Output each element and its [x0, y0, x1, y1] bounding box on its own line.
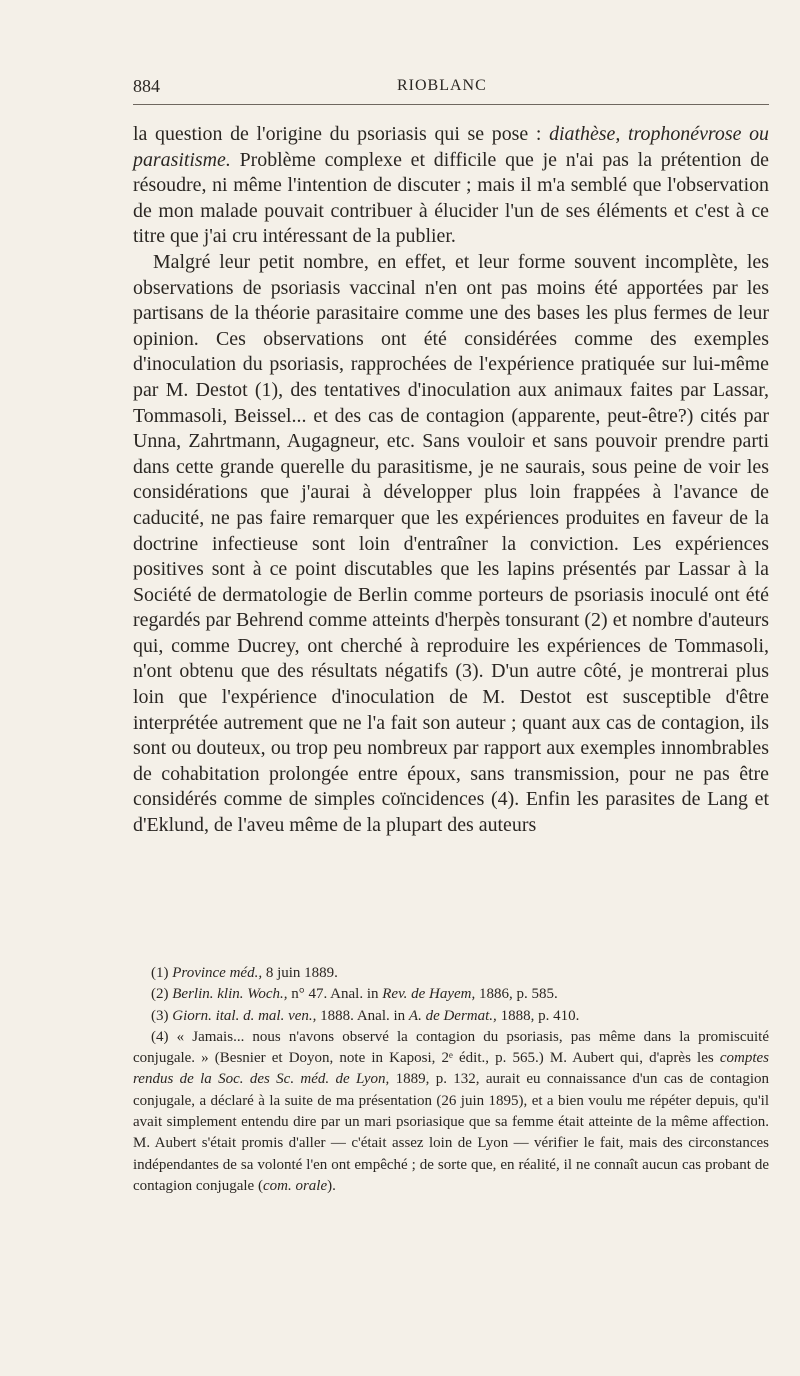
- footnote-4: [133, 1027, 769, 1197]
- footnote-3-source: Giorn. ital. d. mal. ven.,: [172, 1007, 317, 1024]
- page-header: [133, 76, 769, 100]
- footnote-2-review: Rev. de Hayem,: [382, 986, 476, 1003]
- footnotes: [133, 963, 769, 1197]
- footnote-4-source: comptes rendus de la Soc. des Sc. méd. de Lyon,: [133, 1050, 769, 1088]
- paragraph-1-text-b: Problème complexe et difficile que je n'ai pas la prétention de résoudre, ni même l'intention de discuter ; mais il m'a semblé que l'observation de mon malade pouvait contribuer à élucider l'un de ses éléments et c'est à ce titre que j'ai cru intéressant de la publier.: [133, 148, 769, 248]
- running-head: RIOBLANC: [397, 77, 487, 94]
- footnote-3-number: (3): [151, 1007, 173, 1024]
- footnote-2-number: (2): [151, 986, 173, 1003]
- footnote-4-text-c: ).: [327, 1177, 336, 1194]
- footnote-4-text-a: (4) « Jamais... nous n'avons observé la contagion du psoriasis, pas même dans la promiscuité conjugale. » (Besnier et Doyon, note in Kaposi, 2ᵉ édit., p. 565.) M. Aubert qui, d'après les: [133, 1028, 769, 1067]
- footnote-2: [133, 984, 769, 1005]
- footnote-1-date: 8 juin 1889.: [262, 965, 338, 981]
- header-rule: [133, 104, 769, 105]
- main-text: [133, 122, 769, 839]
- paragraph-2: Malgré leur petit nombre, en effet, et leur forme souvent incomplète, les observations de psoriasis vaccinal n'en ont pas moins été apportées par les partisans de la théorie parasitaire comme une des bases les plus fermes de leur opinion. Ces observations ont été considérées comme des exemples d'inoculation du psoriasis, rapprochées de l'expérience pratiquée sur lui-même par M. Destot (1), des tentatives d'inoculation aux animaux faites par Lassar, Tommasoli, Beissel... et des cas de contagion (apparente, peut-être?) cités par Unna, Zahrtmann, Augagneur, etc. Sans vouloir et sans pouvoir prendre parti dans cette grande querelle du parasitisme, je ne saurais, sous peine de voir les considérations que j'aurai à développer plus loin frappées à l'avance de caducité, ne pas faire remarquer que les expériences produites en faveur de la doctrine infectieuse sont loin d'entraîner la conviction. Les expériences positives sont à ce point discutables que les lapins présentés par Lassar à la Société de dermatologie de Berlin comme porteurs de psoriasis inoculé ont été regardés par Behrend comme atteints d'herpès tonsurant (2) et nombre d'auteurs qui, comme Ducrey, ont cherché à reproduire les expériences de Tommasoli, n'ont obtenu que des résultats négatifs (3). D'un autre côté, je montrerai plus loin que l'expérience d'inoculation de M. Destot est susceptible d'être interprétée autrement que ne l'a fait son auteur ; quant aux cas de contagion, ils sont ou douteux, ou trop peu nombreux par rapport aux exemples innombrables de cohabitation prolongée entre époux, sans transmission, pour ne pas être considérés comme de simples coïncidences (4). Enfin les parasites de Lang et d'Eklund, de l'aveu même de la plupart des auteurs: [133, 250, 769, 837]
- footnote-3-mid: 1888. Anal. in: [316, 1007, 409, 1024]
- footnote-3-ref: 1888, p. 410.: [496, 1007, 580, 1024]
- footnote-4-italic-note: com. orale: [262, 1177, 328, 1194]
- page-number: 884: [133, 76, 160, 96]
- footnote-2-source: Berlin. klin. Woch.,: [172, 986, 288, 1003]
- footnote-4-text-b: 1889, p. 132, aurait eu connaissance d'un cas de contagion conjugale, a déclaré à la suite de ma présentation (26 juin 1895), et a bien voulu me répéter depuis, qu'il avait simplement entendu dire par un mari psoriasique que sa femme était atteinte de la même affection. M. Aubert s'était promis d'aller — c'était assez loin de Lyon — vérifier le fait, mais des circonstances indépendantes de sa volonté l'en ont empêché ; de sorte que, en réalité, il ne connaît aucun cas probant de contagion conjugale (: [133, 1071, 769, 1194]
- footnote-1-source: Province méd.,: [172, 965, 263, 981]
- footnote-3: [133, 1006, 769, 1027]
- footnote-2-mid: n° 47. Anal. in: [287, 986, 383, 1003]
- footnote-1-number: (1): [151, 965, 173, 981]
- paragraph-1-italic: diathèse, trophonévrose ou parasitisme.: [133, 123, 769, 171]
- footnote-2-ref: 1886, p. 585.: [475, 986, 558, 1003]
- footnote-3-review: A. de Dermat.,: [408, 1007, 497, 1024]
- paragraph-1: [133, 122, 769, 250]
- paragraph-1-text-a: la question de l'origine du psoriasis qui se pose :: [133, 123, 550, 145]
- footnote-1: [133, 963, 769, 984]
